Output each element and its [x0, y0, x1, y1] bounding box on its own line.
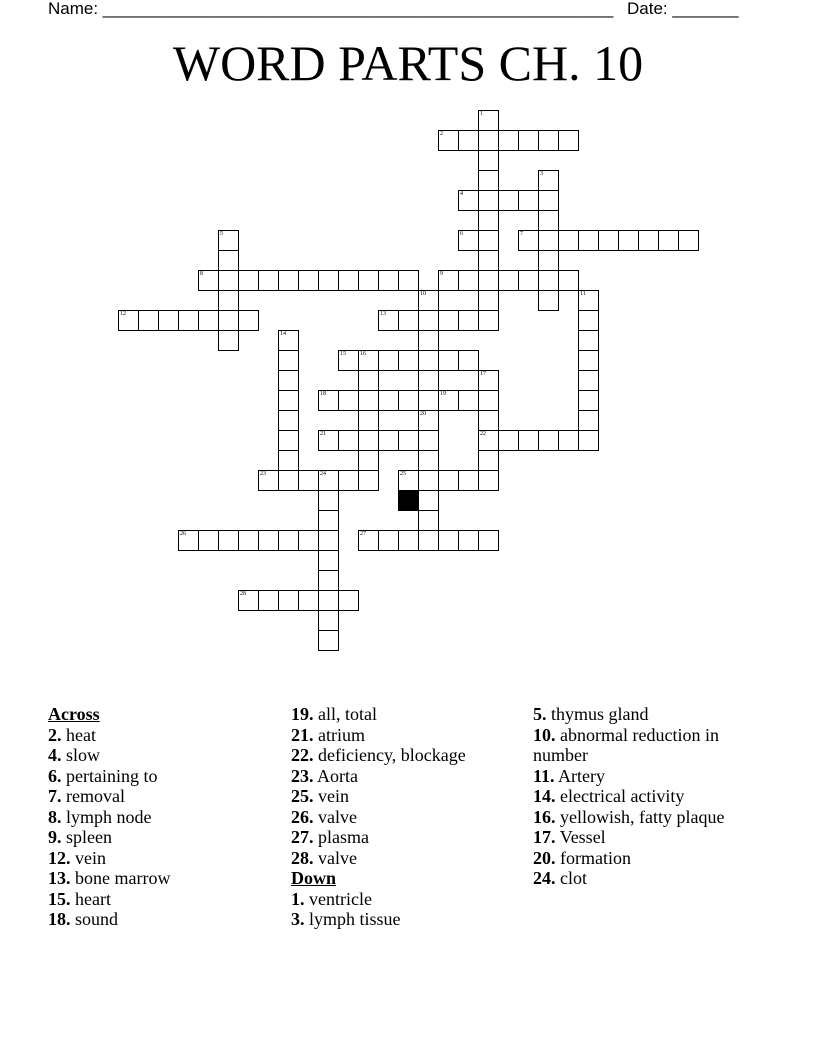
- grid-cell[interactable]: [298, 590, 319, 611]
- grid-cell[interactable]: [438, 130, 459, 151]
- grid-cell[interactable]: [418, 530, 439, 551]
- grid-cell[interactable]: [278, 370, 299, 391]
- grid-cell[interactable]: [278, 470, 299, 491]
- grid-cell[interactable]: [518, 190, 539, 211]
- clue-across-7: 7. removal: [48, 786, 125, 806]
- clue-number-18: 18: [320, 391, 326, 397]
- grid-cell[interactable]: [458, 470, 479, 491]
- grid-cell[interactable]: [458, 390, 479, 411]
- clue-number-13: 13: [380, 311, 386, 317]
- grid-cell[interactable]: [558, 230, 579, 251]
- grid-cell[interactable]: [198, 310, 219, 331]
- grid-cell[interactable]: [478, 310, 499, 331]
- grid-cell[interactable]: [538, 190, 559, 211]
- clue-number-5: 5: [220, 231, 223, 237]
- grid-cell[interactable]: [278, 390, 299, 411]
- clue-down-24: 24. clot: [533, 868, 587, 888]
- grid-cell[interactable]: [538, 130, 559, 151]
- grid-cell[interactable]: [238, 270, 259, 291]
- grid-cell[interactable]: [638, 230, 659, 251]
- grid-cell[interactable]: [398, 310, 419, 331]
- grid-cell[interactable]: [478, 190, 499, 211]
- clue-across-27: 27. plasma: [291, 827, 369, 847]
- grid-cell[interactable]: [378, 310, 399, 331]
- clue-number-19: 19: [440, 391, 446, 397]
- clue-across-18: 18. sound: [48, 909, 119, 929]
- grid-cell[interactable]: [278, 430, 299, 451]
- clue-across-22: 22. deficiency, blockage: [291, 745, 466, 765]
- grid-cell[interactable]: [578, 370, 599, 391]
- grid-cell[interactable]: [358, 530, 379, 551]
- clue-number-7: 7: [520, 231, 523, 237]
- grid-cell[interactable]: [418, 310, 439, 331]
- clue-column-2: [291, 704, 531, 930]
- clue-down-1: 1. ventricle: [291, 888, 372, 909]
- grid-cell[interactable]: [478, 410, 499, 431]
- clue-column-1: [48, 704, 288, 930]
- clue-across-28: 28. valve: [291, 847, 357, 868]
- grid-cell[interactable]: [378, 350, 399, 371]
- clue-number-6: 6: [460, 231, 463, 237]
- grid-cell[interactable]: [358, 350, 379, 371]
- grid-cell[interactable]: [398, 270, 419, 291]
- grid-cell[interactable]: [538, 270, 559, 291]
- grid-cell[interactable]: [398, 350, 419, 371]
- grid-cell[interactable]: [398, 390, 419, 411]
- grid-cell[interactable]: [158, 310, 179, 331]
- grid-cell[interactable]: [198, 270, 219, 291]
- grid-cell[interactable]: [438, 470, 459, 491]
- grid-cell[interactable]: [538, 210, 559, 231]
- grid-cell[interactable]: [518, 130, 539, 151]
- clue-number-8: 8: [200, 271, 203, 277]
- grid-cell[interactable]: [658, 230, 679, 251]
- clue-number-26: 26: [180, 531, 186, 537]
- grid-cell[interactable]: [478, 470, 499, 491]
- grid-cell[interactable]: [418, 370, 439, 391]
- clue-column-3: [533, 704, 738, 889]
- grid-cell[interactable]: [338, 590, 359, 611]
- date-field-label[interactable]: Date: _______: [627, 0, 739, 18]
- grid-cell[interactable]: [438, 310, 459, 331]
- clue-down-3: 3. lymph tissue: [291, 909, 401, 929]
- grid-cell[interactable]: [438, 390, 459, 411]
- grid-cell[interactable]: [318, 530, 339, 551]
- grid-cell[interactable]: [218, 530, 239, 551]
- grid-cell[interactable]: [558, 430, 579, 451]
- grid-cell[interactable]: [458, 130, 479, 151]
- grid-cell[interactable]: [578, 390, 599, 411]
- clue-number-2: 2: [440, 131, 443, 137]
- grid-cell[interactable]: [538, 290, 559, 311]
- clue-across-8: 8. lymph node: [48, 806, 152, 827]
- grid-cell[interactable]: [378, 430, 399, 451]
- grid-cell[interactable]: [518, 430, 539, 451]
- grid-cell[interactable]: [398, 470, 419, 491]
- grid-cell[interactable]: [358, 270, 379, 291]
- grid-cell[interactable]: [338, 270, 359, 291]
- grid-cell[interactable]: [578, 310, 599, 331]
- grid-cell[interactable]: [498, 130, 519, 151]
- grid-cell[interactable]: [518, 230, 539, 251]
- black-square: [398, 490, 419, 511]
- grid-cell[interactable]: [278, 270, 299, 291]
- clue-number-22: 22: [480, 431, 486, 437]
- grid-cell[interactable]: [498, 270, 519, 291]
- grid-cell[interactable]: [318, 390, 339, 411]
- grid-cell[interactable]: [238, 310, 259, 331]
- grid-cell[interactable]: [478, 390, 499, 411]
- grid-cell[interactable]: [478, 370, 499, 391]
- grid-cell[interactable]: [618, 230, 639, 251]
- grid-cell[interactable]: [318, 550, 339, 571]
- grid-cell[interactable]: [138, 310, 159, 331]
- grid-cell[interactable]: [578, 290, 599, 311]
- down-heading: Down: [291, 868, 337, 888]
- grid-cell[interactable]: [338, 470, 359, 491]
- clue-across-13: 13. bone marrow: [48, 868, 171, 888]
- grid-cell[interactable]: [258, 470, 279, 491]
- grid-cell[interactable]: [418, 350, 439, 371]
- clue-across-15: 15. heart: [48, 888, 111, 909]
- grid-cell[interactable]: [538, 230, 559, 251]
- clue-number-17: 17: [480, 371, 486, 377]
- grid-cell[interactable]: [578, 330, 599, 351]
- grid-cell[interactable]: [298, 530, 319, 551]
- grid-cell[interactable]: [358, 470, 379, 491]
- grid-cell[interactable]: [478, 530, 499, 551]
- grid-cell[interactable]: [458, 530, 479, 551]
- grid-cell[interactable]: [258, 590, 279, 611]
- clue-across-2: 2. heat: [48, 724, 96, 745]
- clue-down-20: 20. formation: [533, 847, 631, 868]
- grid-cell[interactable]: [298, 470, 319, 491]
- clue-across-12: 12. vein: [48, 847, 106, 868]
- grid-cell[interactable]: [338, 430, 359, 451]
- grid-cell[interactable]: [578, 230, 599, 251]
- grid-cell[interactable]: [478, 210, 499, 231]
- clue-number-15: 15: [340, 351, 346, 357]
- clue-number-28: 28: [240, 591, 246, 597]
- grid-cell[interactable]: [178, 310, 199, 331]
- grid-cell[interactable]: [318, 490, 339, 511]
- grid-cell[interactable]: [478, 250, 499, 271]
- grid-cell[interactable]: [378, 390, 399, 411]
- clue-across-9: 9. spleen: [48, 827, 112, 847]
- clue-number-25: 25: [400, 471, 406, 477]
- grid-cell[interactable]: [238, 530, 259, 551]
- clue-down-17: 17. Vessel: [533, 827, 606, 847]
- clue-number-21: 21: [320, 431, 326, 437]
- clue-down-10: 10. abnormal reduction in number: [533, 724, 719, 765]
- grid-cell[interactable]: [478, 130, 499, 151]
- clue-number-3: 3: [540, 171, 543, 177]
- grid-cell[interactable]: [198, 530, 219, 551]
- grid-cell[interactable]: [478, 290, 499, 311]
- crossword-grid: [118, 110, 699, 632]
- grid-cell[interactable]: [438, 530, 459, 551]
- page-title: WORD PARTS CH. 10: [172, 35, 644, 91]
- grid-cell[interactable]: [458, 350, 479, 371]
- grid-cell[interactable]: [258, 530, 279, 551]
- grid-cell[interactable]: [218, 270, 239, 291]
- clue-number-1: 1: [480, 111, 483, 117]
- grid-cell[interactable]: [478, 110, 499, 131]
- clue-down-14: 14. electrical activity: [533, 786, 685, 806]
- grid-cell[interactable]: [358, 370, 379, 391]
- grid-cell[interactable]: [678, 230, 699, 251]
- name-field-label[interactable]: Name: ______________________________________________________: [48, 0, 614, 18]
- grid-cell[interactable]: [218, 330, 239, 351]
- grid-cell[interactable]: [478, 450, 499, 471]
- grid-cell[interactable]: [278, 450, 299, 471]
- grid-cell[interactable]: [458, 310, 479, 331]
- grid-cell[interactable]: [418, 470, 439, 491]
- grid-cell[interactable]: [418, 510, 439, 531]
- clue-number-9: 9: [440, 271, 443, 277]
- clue-number-24: 24: [320, 471, 326, 477]
- clue-number-27: 27: [360, 531, 366, 537]
- clue-across-19: 19. all, total: [291, 704, 377, 724]
- clue-down-5: 5. thymus gland: [533, 704, 649, 724]
- grid-cell[interactable]: [398, 530, 419, 551]
- grid-cell[interactable]: [418, 450, 439, 471]
- grid-cell[interactable]: [318, 630, 339, 651]
- grid-cell[interactable]: [238, 590, 259, 611]
- grid-cell[interactable]: [438, 350, 459, 371]
- grid-cell[interactable]: [418, 390, 439, 411]
- grid-cell[interactable]: [278, 410, 299, 431]
- grid-cell[interactable]: [218, 310, 239, 331]
- grid-cell[interactable]: [498, 430, 519, 451]
- grid-cell[interactable]: [358, 430, 379, 451]
- clue-across-21: 21. atrium: [291, 724, 365, 745]
- clue-number-12: 12: [120, 311, 126, 317]
- grid-cell[interactable]: [398, 430, 419, 451]
- grid-cell[interactable]: [538, 170, 559, 191]
- clue-across-23: 23. Aorta: [291, 765, 358, 786]
- grid-cell[interactable]: [498, 190, 519, 211]
- grid-cell[interactable]: [298, 270, 319, 291]
- grid-cell[interactable]: [318, 570, 339, 591]
- grid-cell[interactable]: [558, 130, 579, 151]
- grid-cell[interactable]: [578, 350, 599, 371]
- clue-down-11: 11. Artery: [533, 765, 606, 786]
- clue-across-26: 26. valve: [291, 806, 357, 827]
- clue-number-10: 10: [420, 291, 426, 297]
- clue-number-11: 11: [580, 291, 586, 297]
- grid-cell[interactable]: [338, 350, 359, 371]
- grid-cell[interactable]: [278, 350, 299, 371]
- grid-cell[interactable]: [418, 410, 439, 431]
- grid-cell[interactable]: [598, 230, 619, 251]
- grid-cell[interactable]: [458, 270, 479, 291]
- grid-cell[interactable]: [578, 410, 599, 431]
- clue-number-23: 23: [260, 471, 266, 477]
- clue-number-16: 16: [360, 351, 366, 357]
- grid-cell[interactable]: [418, 430, 439, 451]
- grid-cell[interactable]: [318, 610, 339, 631]
- across-heading: Across: [48, 704, 100, 724]
- grid-cell[interactable]: [478, 150, 499, 171]
- grid-cell[interactable]: [358, 390, 379, 411]
- grid-cell[interactable]: [318, 470, 339, 491]
- grid-cell[interactable]: [278, 530, 299, 551]
- grid-cell[interactable]: [538, 250, 559, 271]
- clue-number-20: 20: [420, 411, 426, 417]
- grid-cell[interactable]: [338, 390, 359, 411]
- grid-cell[interactable]: [478, 430, 499, 451]
- grid-cell[interactable]: [458, 230, 479, 251]
- grid-cell[interactable]: [218, 290, 239, 311]
- clue-across-4: 4. slow: [48, 745, 101, 765]
- clue-across-25: 25. vein: [291, 786, 349, 806]
- grid-cell[interactable]: [478, 270, 499, 291]
- grid-cell[interactable]: [278, 590, 299, 611]
- grid-cell[interactable]: [358, 410, 379, 431]
- clue-number-4: 4: [460, 191, 463, 197]
- grid-cell[interactable]: [178, 530, 199, 551]
- grid-cell[interactable]: [578, 430, 599, 451]
- grid-cell[interactable]: [378, 270, 399, 291]
- grid-cell[interactable]: [418, 330, 439, 351]
- grid-cell[interactable]: [118, 310, 139, 331]
- grid-cell[interactable]: [258, 270, 279, 291]
- grid-cell[interactable]: [378, 530, 399, 551]
- clue-number-14: 14: [280, 331, 286, 337]
- grid-cell[interactable]: [558, 270, 579, 291]
- clue-across-6: 6. pertaining to: [48, 765, 158, 786]
- grid-cell[interactable]: [318, 270, 339, 291]
- grid-cell[interactable]: [438, 270, 459, 291]
- grid-cell[interactable]: [278, 330, 299, 351]
- grid-cell[interactable]: [418, 290, 439, 311]
- grid-cell[interactable]: [418, 490, 439, 511]
- grid-cell[interactable]: [458, 190, 479, 211]
- grid-cell[interactable]: [218, 250, 239, 271]
- grid-cell[interactable]: [218, 230, 239, 251]
- grid-cell[interactable]: [538, 430, 559, 451]
- grid-cell[interactable]: [358, 450, 379, 471]
- grid-cell[interactable]: [518, 270, 539, 291]
- grid-cell[interactable]: [318, 430, 339, 451]
- grid-cell[interactable]: [478, 170, 499, 191]
- grid-cell[interactable]: [318, 510, 339, 531]
- clue-down-16: 16. yellowish, fatty plaque: [533, 806, 725, 827]
- grid-cell[interactable]: [478, 230, 499, 251]
- grid-cell[interactable]: [318, 590, 339, 611]
